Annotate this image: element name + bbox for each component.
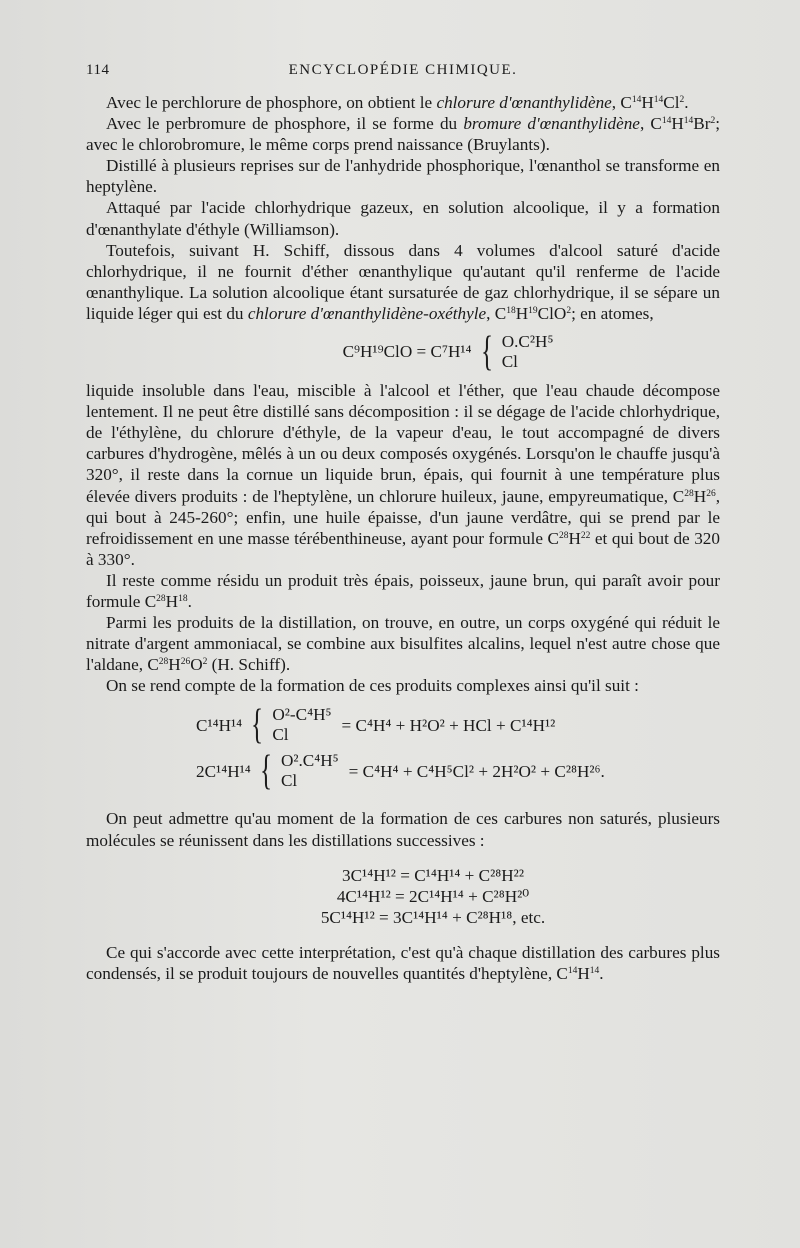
page-number: 114 [86,62,110,78]
paragraph: Attaqué par l'acide chlorhydrique gazeux, en solution alcoolique, il y a formation d'œnanthylate d'éthyle (Williamson). [86,198,720,239]
paragraph: Distillé à plusieurs reprises sur de l'anhydride phosphorique, l'œnanthol se transforme en heptylène. [86,156,720,197]
paragraph: On se rend compte de la formation de ces produits complexes ainsi qu'il suit : [106,676,639,696]
running-title: ENCYCLOPÉDIE CHIMIQUE. [288,62,518,78]
paragraph: Il reste comme résidu un produit très épais, poisseux, jaune brun, qui paraît avoir pour formule $C^{28}H^{18}$. [86,570,720,611]
paragraph: Avec le perbromure de phosphore, il se forme du bromure d'œnanthylidène, $C^{14}H^{14}Br^2$; avec le chlorobromure, le même corps prend naissance (Bruylants). [86,114,721,155]
equation-row: C¹⁴H¹⁴ { O²-C⁴H⁵ Cl = C⁴H⁴ + H²O² + HCl + C¹⁴H¹² [196,702,556,749]
paragraph: liquide insoluble dans l'eau, miscible à l'alcool et l'éther, que l'eau chaude décompose lentement. Il ne peut être distillé sans décomposition : il se dégage de l'acide chlorhydrique, de l'éthylène, du chlorure d'éthyle, de la vapeur d'eau, le tout accompagné de divers carbures d'hydrogène, mêlés à un ou deux composés oxygénés. Lorsqu'on le chauffe jusqu'à 320°, il reste dans la cornue un liquide brun, épais, qui fournit à une température plus élevée divers produits : de l'heptylène, un chlorure huileux, jaune, empyreumatique, $C^{28}H^{26}$, qui bout à 245-260°; enfin, une huile épaisse, d'un jaune verdâtre, qui se prend par le refroidissement en une masse térébenthineuse, ayant pour formule $C^{28}H^{22}$ et qui bout de 320 à 330°. [86,381,720,569]
paragraph: Parmi les produits de la distillation, on trouve, en outre, un corps oxygéné qui réduit le nitrate d'argent ammoniacal, se combine aux bisulfites alcalins, lequel n'est autre chose que l'aldane, $C^{28}H^{26}O^2$ (H. Schiff). [86,613,720,675]
series-equation: 3C¹⁴H¹² = C¹⁴H¹⁴ + C²⁸H²² [342,865,524,885]
paragraph: Avec le perchlorure de phosphore, on obtient le chlorure d'œnanthylidène, $C^{14}H^{14}Cl^2$. [106,93,689,112]
formula-atoms: C⁹H¹⁹ClO = C⁷H¹⁴ { O.C²H⁵ Cl [342,329,554,376]
page-body [86,92,720,984]
paragraph: On peut admettre qu'au moment de la formation de ces carbures non saturés, plusieurs molécules se réunissent dans les distillations successives : [86,809,720,850]
series-equation: 5C¹⁴H¹² = 3C¹⁴H¹⁴ + C²⁸H¹⁸, etc. [320,907,546,927]
equation-row: 2C¹⁴H¹⁴ { O².C⁴H⁵ Cl = C⁴H⁴ + C⁴H⁵Cl² + 2H²O² + C²⁸H²⁶. [196,748,605,795]
reaction-equations [196,702,720,794]
condensation-series [86,865,720,928]
paragraph: Ce qui s'accorde avec cette interprétation, c'est qu'à chaque distillation des carbures plus condensés, il se produit toujours de nouvelles quantités d'heptylène, $C^{14}H^{14}$. [86,942,720,983]
paragraph: Toutefois, suivant H. Schiff, dissous dans 4 volumes d'alcool saturé d'acide chlorhydrique, il ne fournit d'éther œnanthylique qu'autant qu'il renferme de l'acide œnanthylique. La solution alcoolique étant sursaturée de gaz chlorhydrique, il se sépare un liquide léger qui est du chlorure d'œnanthylidène-oxéthyle, $C^{18}H^{19}ClO^2$; en atomes, [86,240,720,323]
series-equation: 4C¹⁴H¹² = 2C¹⁴H¹⁴ + C²⁸H²⁰ [336,886,530,906]
page-header [86,62,720,84]
